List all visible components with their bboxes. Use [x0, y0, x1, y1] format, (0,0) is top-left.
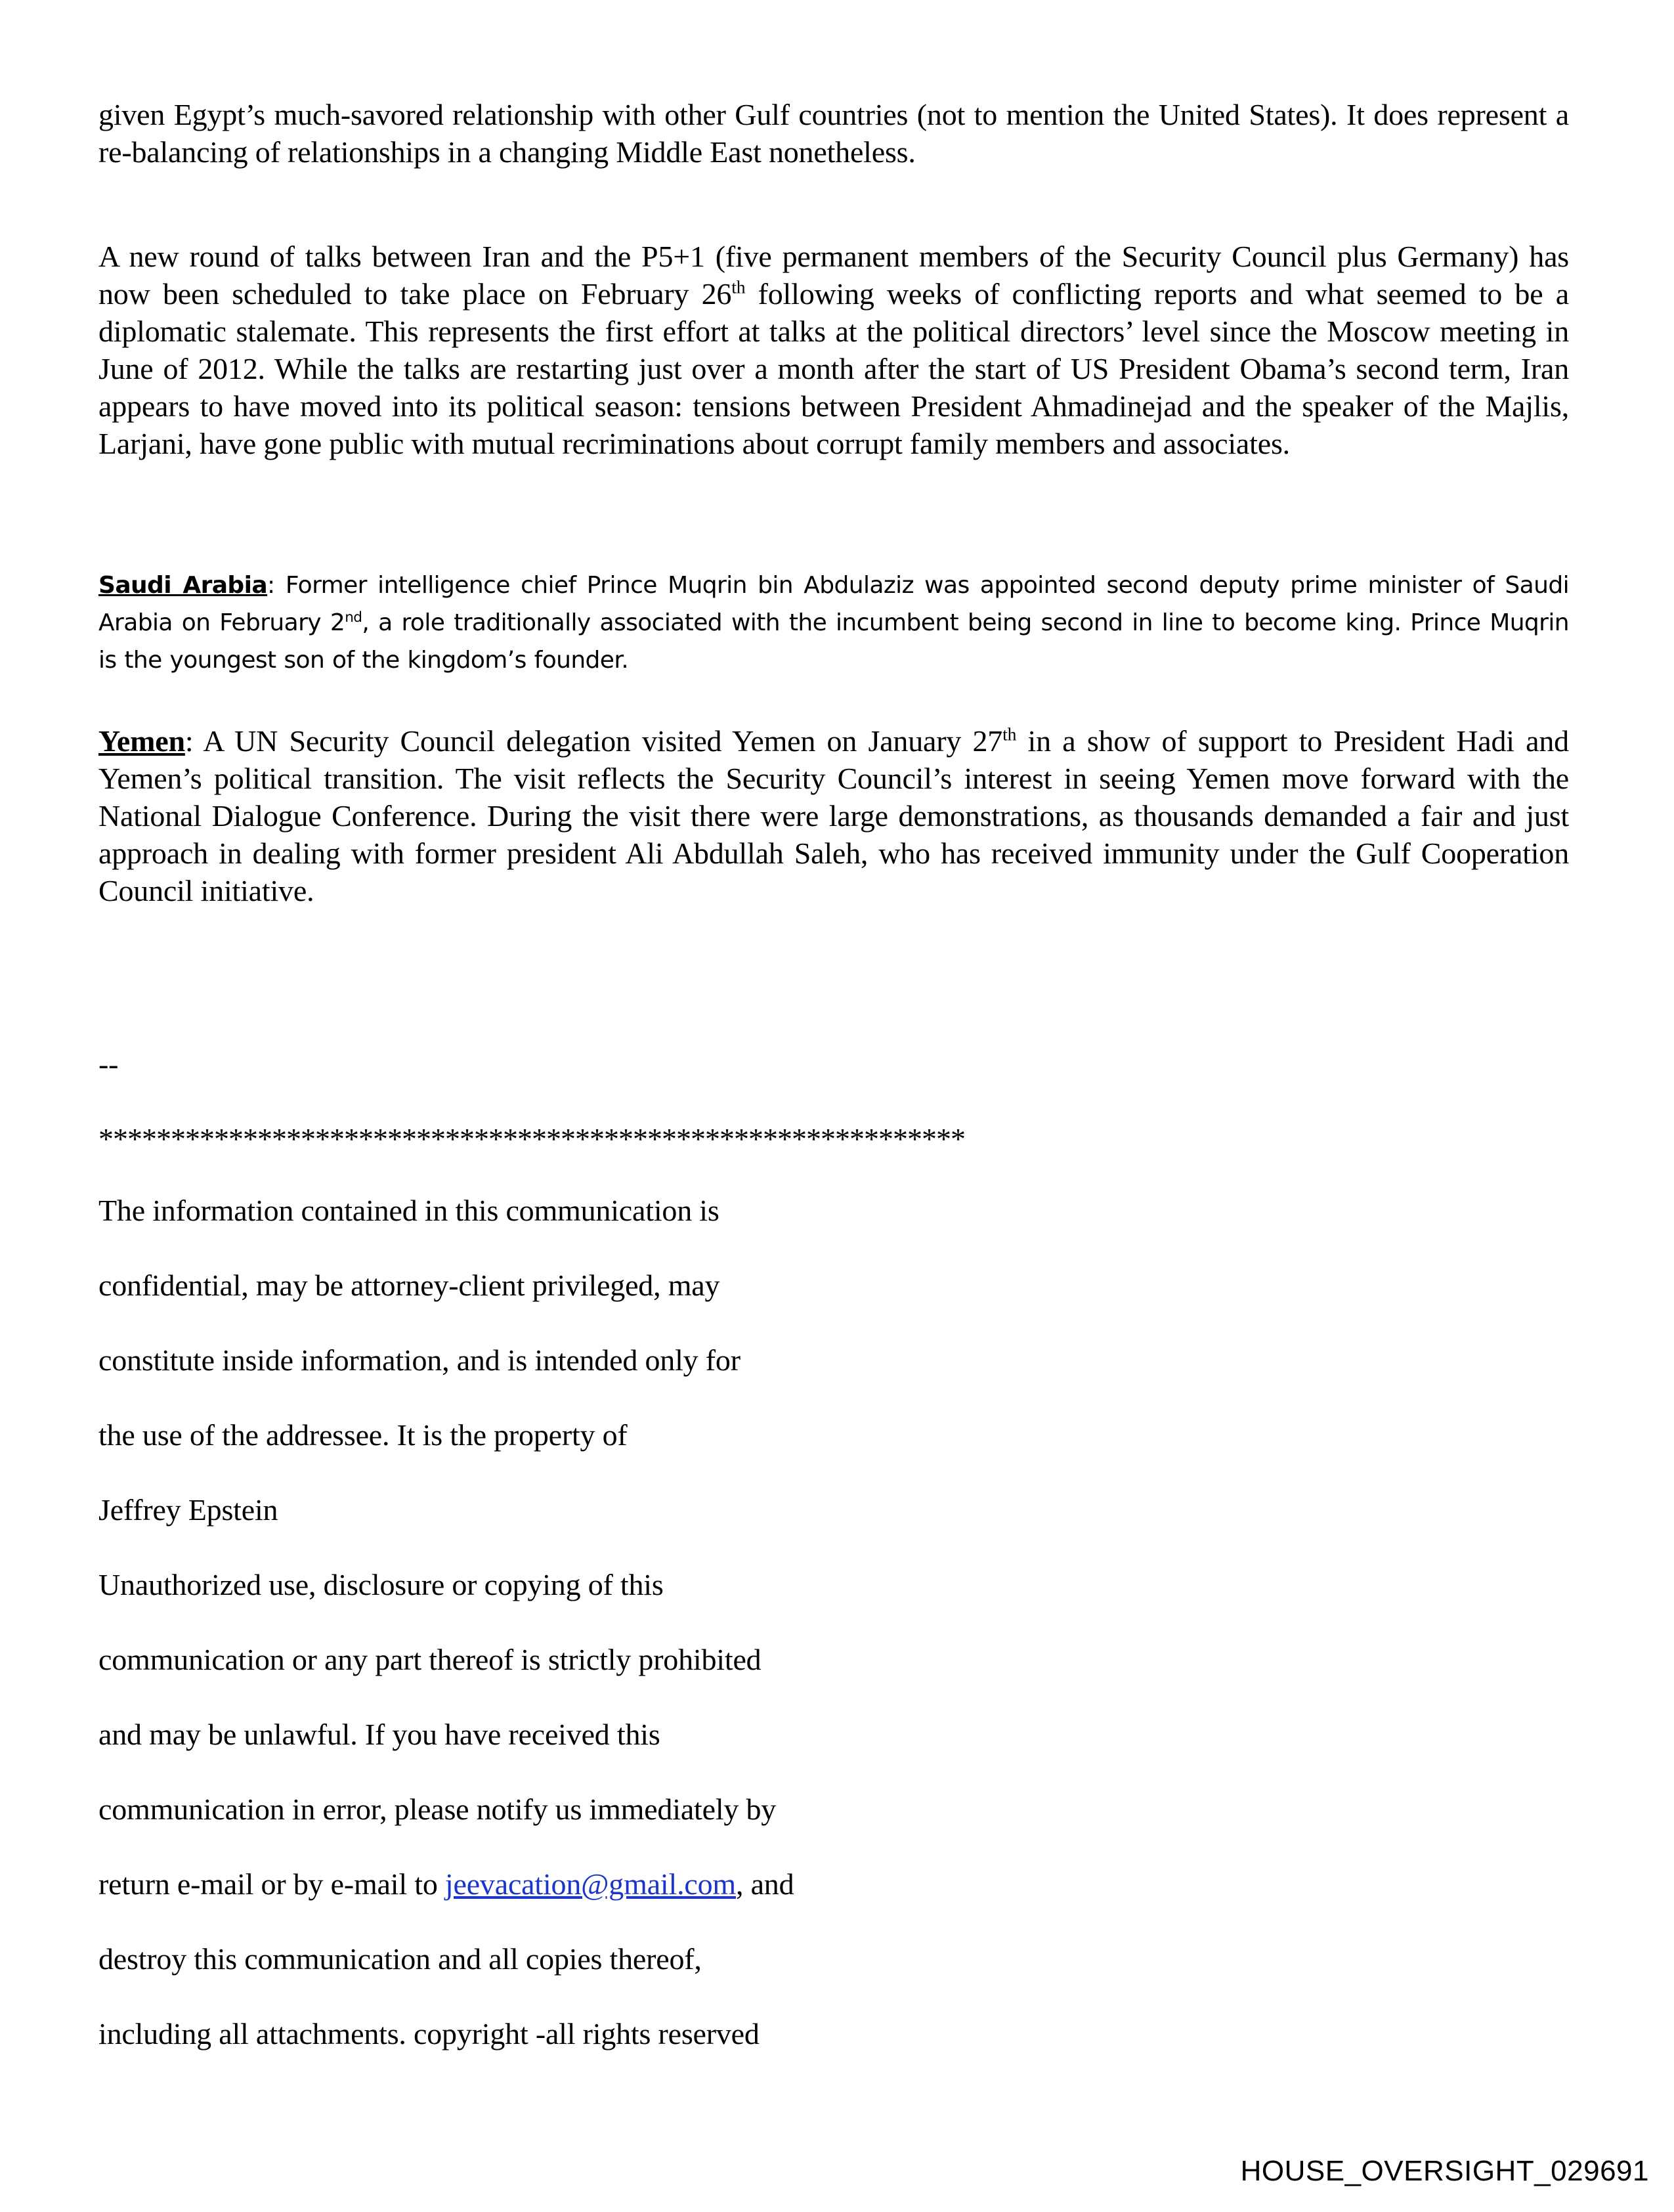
bates-number: HOUSE_OVERSIGHT_029691 [1240, 2155, 1649, 2187]
asterisk-divider: ************************************************************ [98, 1122, 965, 1156]
disclaimer-line: communication in error, please notify us immediately by [98, 1792, 777, 1826]
disclaimer-line: Unauthorized use, disclosure or copying of this [98, 1568, 664, 1601]
paragraph-yemen [98, 722, 1569, 909]
disclaimer-line: the use of the addressee. It is the property of [98, 1418, 628, 1452]
disclaimer-line: and may be unlawful. If you have received this [98, 1718, 660, 1751]
paragraph-iran [98, 238, 1569, 462]
disclaimer-line: including all attachments. copyright -all rights reserved [98, 2017, 760, 2050]
section-heading-yemen: Yemen [98, 724, 185, 758]
paragraph-egypt-continuation [98, 96, 1569, 171]
paragraph-text-part2: in a show of support to President Hadi and Yemen’s political transition. The visit reflects the Security Council’s interest in seeing Yemen move forward with the National Dialogue Conference. During the visit there were large demonstrations, as thousands demanded a fair and just approach in dealing with former president Ali Abdullah Saleh, who has received immunity under the Gulf Cooperation Council initiative. [98, 724, 1569, 907]
email-signature-disclaimer [98, 1008, 1018, 2090]
paragraph-text-part1: A new round of talks between Iran and the P5+1 (five permanent members of the Security Council plus Germany) has now been scheduled to take place on February 26 [98, 240, 1569, 311]
section-heading-saudi-arabia: Saudi Arabia [98, 572, 268, 599]
disclaimer-line: confidential, may be attorney-client privileged, may [98, 1269, 720, 1302]
paragraph-text-part1: : Former intelligence chief Prince Muqrin bin Abdulaziz was appointed second deputy prime minister of Saudi Arabia on February 2 [98, 572, 1569, 636]
disclaimer-line: constitute inside information, and is intended only for [98, 1343, 740, 1377]
paragraph-text-part2: , a role traditionally associated with the incumbent being second in line to become king. Prince Muqrin is the youngest son of the kingdom’s founder. [98, 609, 1569, 674]
email-link[interactable]: jeevacation@gmail.com [444, 1867, 736, 1901]
paragraph-text: given Egypt’s much-savored relationship with other Gulf countries (not to mention the United States). It does represent a re-balancing of relationships in a changing Middle East nonetheless. [98, 98, 1569, 169]
disclaimer-email-line [98, 1865, 1018, 1903]
paragraph-text-part2: following weeks of conflicting reports and what seemed to be a diplomatic stalemate. This represents the first effort at talks at the political directors’ level since the Moscow meeting in June of 2012. While the talks are restarting just over a month after the start of US President Obama’s second term, Iran appears to have moved into its political season: tensions between President Ahmadinejad and the speaker of the Majlis, Larjani, have gone public with mutual recriminations about corrupt family members and associates. [98, 277, 1569, 460]
paragraph-text-part1: : A UN Security Council delegation visited Yemen on January 27 [184, 724, 1003, 758]
email-line-prefix: return e-mail or by e-mail to [98, 1867, 445, 1901]
ordinal-suffix: th [1002, 724, 1017, 745]
signature-separator: -- [98, 1047, 119, 1081]
ordinal-suffix: th [731, 276, 746, 297]
disclaimer-owner-name: Jeffrey Epstein [98, 1493, 278, 1527]
paragraph-saudi-arabia [98, 567, 1569, 679]
email-line-suffix: , and [735, 1867, 794, 1901]
disclaimer-line: destroy this communication and all copies thereof, [98, 1942, 702, 1976]
disclaimer-line: The information contained in this communication is [98, 1194, 719, 1227]
ordinal-suffix: nd [345, 609, 362, 626]
disclaimer-line: communication or any part thereof is strictly prohibited [98, 1643, 762, 1676]
